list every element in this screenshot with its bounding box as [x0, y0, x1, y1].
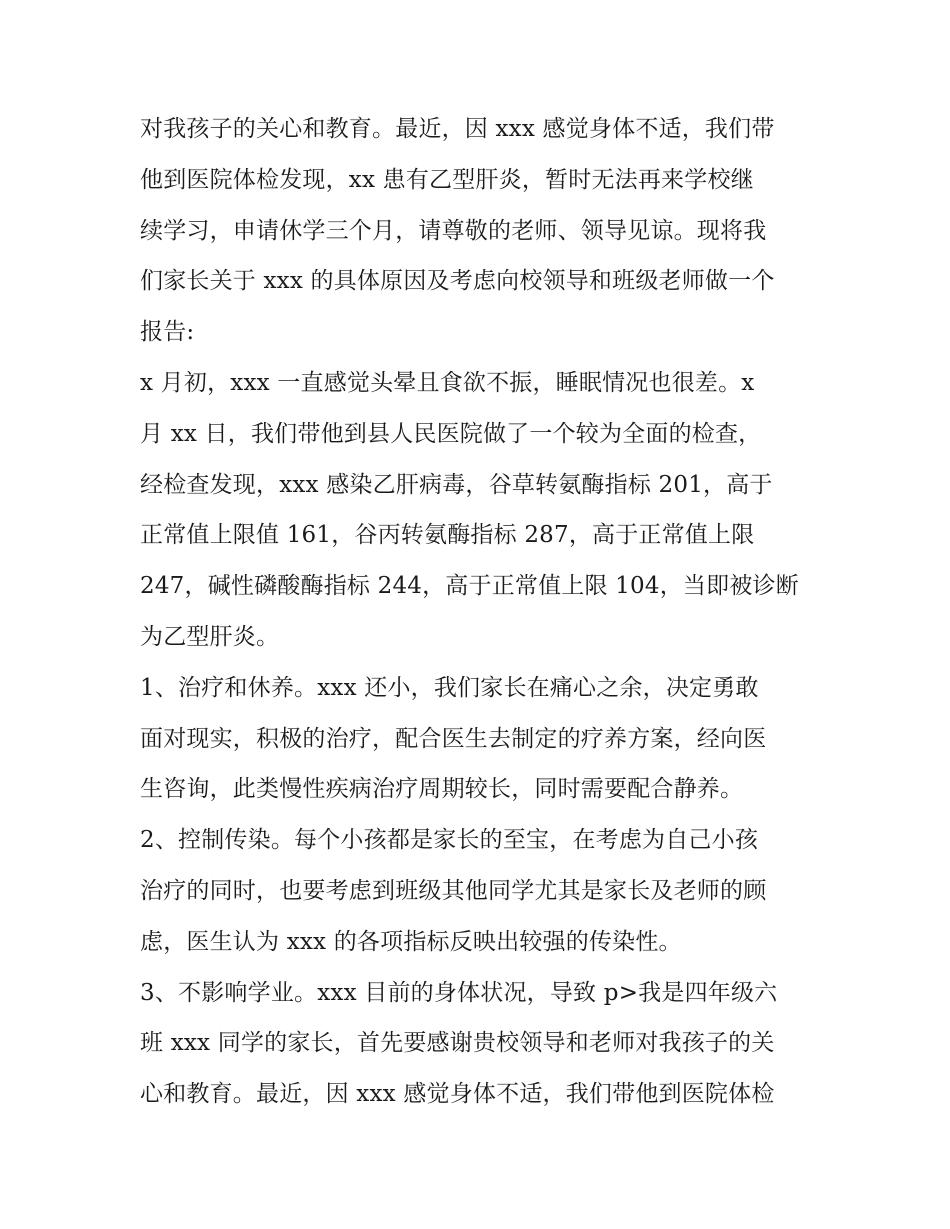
text-line: 经检查发现，xxx 感染乙肝病毒，谷草转氨酶指标 201，高于 [140, 471, 773, 498]
text-line: 对我孩子的关心和教育。最近，因 xxx 感觉身体不适，我们带 [140, 116, 775, 142]
paragraph-intro [140, 104, 815, 358]
paragraph-point-2 [140, 815, 815, 967]
text-line: x 月初，xxx 一直感觉头晕且食欲不振，睡眠情况也很差。x [140, 369, 755, 396]
text-line: 2、控制传染。每个小孩都是家长的至宝，在考虑为自己小孩 [140, 827, 759, 854]
text-line: 生咨询，此类慢性疾病治疗周期较长，同时需要配合静养。 [140, 776, 744, 803]
paragraph-point-1 [140, 663, 815, 815]
text-line: 月 xx 日，我们带他到县人民医院做了一个较为全面的检查， [140, 420, 762, 447]
text-line: 心和教育。最近，因 xxx 感觉身体不适，我们带他到医院体检 [140, 1081, 775, 1108]
text-line: 面对现实，积极的治疗，配合医生去制定的疗养方案，经向医 [140, 725, 767, 752]
text-line: 1、治疗和休养。xxx 还小，我们家长在痛心之余，决定勇敢 [140, 674, 759, 701]
paragraph-point-3 [140, 968, 815, 1120]
text-line: 班 xxx 同学的家长，首先要感谢贵校领导和老师对我孩子的关 [140, 1030, 775, 1057]
text-line: 为乙型肝炎。 [140, 623, 280, 650]
text-line: 报告: [140, 319, 195, 346]
text-line: 正常值上限值 161，谷丙转氨酶指标 287，高于正常值上限 [140, 522, 755, 549]
text-line: 他到医院体检发现，xx 患有乙型肝炎，暂时无法再来学校继 [140, 166, 754, 193]
text-line: 虑，医生认为 xxx 的各项指标反映出较强的传染性。 [140, 928, 682, 955]
text-line: 3、不影响学业。xxx 目前的身体状况，导致 p>我是四年级六 [140, 979, 778, 1006]
text-line: 247，碱性磷酸酶指标 244，高于正常值上限 104，当即被诊断 [140, 573, 799, 600]
text-line: 治疗的同时，也要考虑到班级其他同学尤其是家长及老师的顾 [140, 877, 767, 904]
text-line: 续学习，申请休学三个月，请尊敬的老师、领导见谅。现将我 [140, 217, 767, 244]
text-line: 们家长关于 xxx 的具体原因及考虑向校领导和班级老师做一个 [140, 268, 775, 295]
document-body [140, 104, 815, 1120]
paragraph-diagnosis [140, 358, 815, 663]
